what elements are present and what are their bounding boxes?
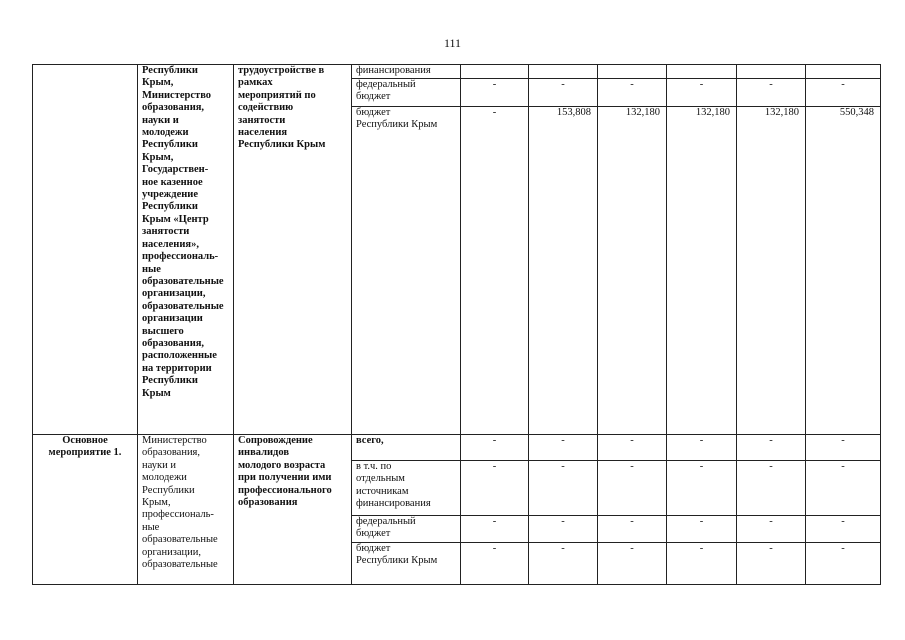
value-cell: -	[737, 543, 806, 585]
source-cell: всего,	[352, 435, 461, 461]
value-cell: -	[598, 461, 667, 516]
value-cell: -	[667, 543, 737, 585]
value-cell: -	[806, 516, 881, 543]
value-cell: 132,180	[737, 107, 806, 435]
measure-cell: Основное мероприятие 1.	[33, 435, 138, 585]
activity-cell: Сопровождение инвалидов молодого возраста при получении ими профессионального образования	[234, 435, 352, 585]
value-cell: -	[667, 461, 737, 516]
activity-cell: трудоустройстве в рамках мероприятий по содействию занятости населения Республики Крым	[234, 65, 352, 435]
value-cell: -	[529, 79, 598, 107]
value-cell: -	[667, 516, 737, 543]
value-cell: -	[529, 461, 598, 516]
value-cell: -	[461, 107, 529, 435]
value-cell: -	[737, 461, 806, 516]
value-cell: -	[598, 516, 667, 543]
table-row	[33, 435, 881, 461]
value-cell: -	[598, 435, 667, 461]
value-cell	[667, 65, 737, 79]
executors-cell: Республики Крым, Министерство образования, науки и молодежи Республики Крым, Государствен- ное казенное учреждение Республики Крым «Центр занятости населения», профессиональ- ные образовательные организации, образовательные организации высшего образования, расположенные на территории Республики Крым	[138, 65, 234, 435]
value-cell: -	[806, 461, 881, 516]
value-cell	[737, 65, 806, 79]
value-cell: 132,180	[598, 107, 667, 435]
value-cell	[461, 65, 529, 79]
executors-cell: Министерство образования, науки и молодежи Республики Крым, профессиональ- ные образовательные организации, образовательные	[138, 435, 234, 585]
value-cell: -	[529, 543, 598, 585]
source-cell: бюджет Республики Крым	[352, 543, 461, 585]
source-cell: финансирования	[352, 65, 461, 79]
value-cell: -	[667, 435, 737, 461]
value-cell: -	[461, 79, 529, 107]
value-cell: -	[598, 79, 667, 107]
value-cell	[529, 65, 598, 79]
value-cell: -	[737, 435, 806, 461]
source-cell: федеральный бюджет	[352, 516, 461, 543]
value-cell: -	[461, 543, 529, 585]
value-cell	[806, 65, 881, 79]
value-cell: -	[461, 461, 529, 516]
source-cell: федеральный бюджет	[352, 79, 461, 107]
measure-cell	[33, 65, 138, 435]
page-number: 111	[443, 36, 462, 50]
value-cell: -	[667, 79, 737, 107]
value-cell: 550,348	[806, 107, 881, 435]
source-cell: бюджет Республики Крым	[352, 107, 461, 435]
value-cell: 153,808	[529, 107, 598, 435]
value-cell: -	[806, 543, 881, 585]
value-cell: 132,180	[667, 107, 737, 435]
value-cell: -	[806, 79, 881, 107]
table-row	[33, 65, 881, 79]
program-table	[32, 64, 881, 585]
value-cell: -	[461, 435, 529, 461]
value-cell: -	[461, 516, 529, 543]
value-cell: -	[806, 435, 881, 461]
value-cell: -	[598, 543, 667, 585]
source-cell: в т.ч. по отдельным источникам финансирования	[352, 461, 461, 516]
value-cell: -	[529, 435, 598, 461]
value-cell: -	[737, 516, 806, 543]
value-cell: -	[737, 79, 806, 107]
value-cell	[598, 65, 667, 79]
value-cell: -	[529, 516, 598, 543]
